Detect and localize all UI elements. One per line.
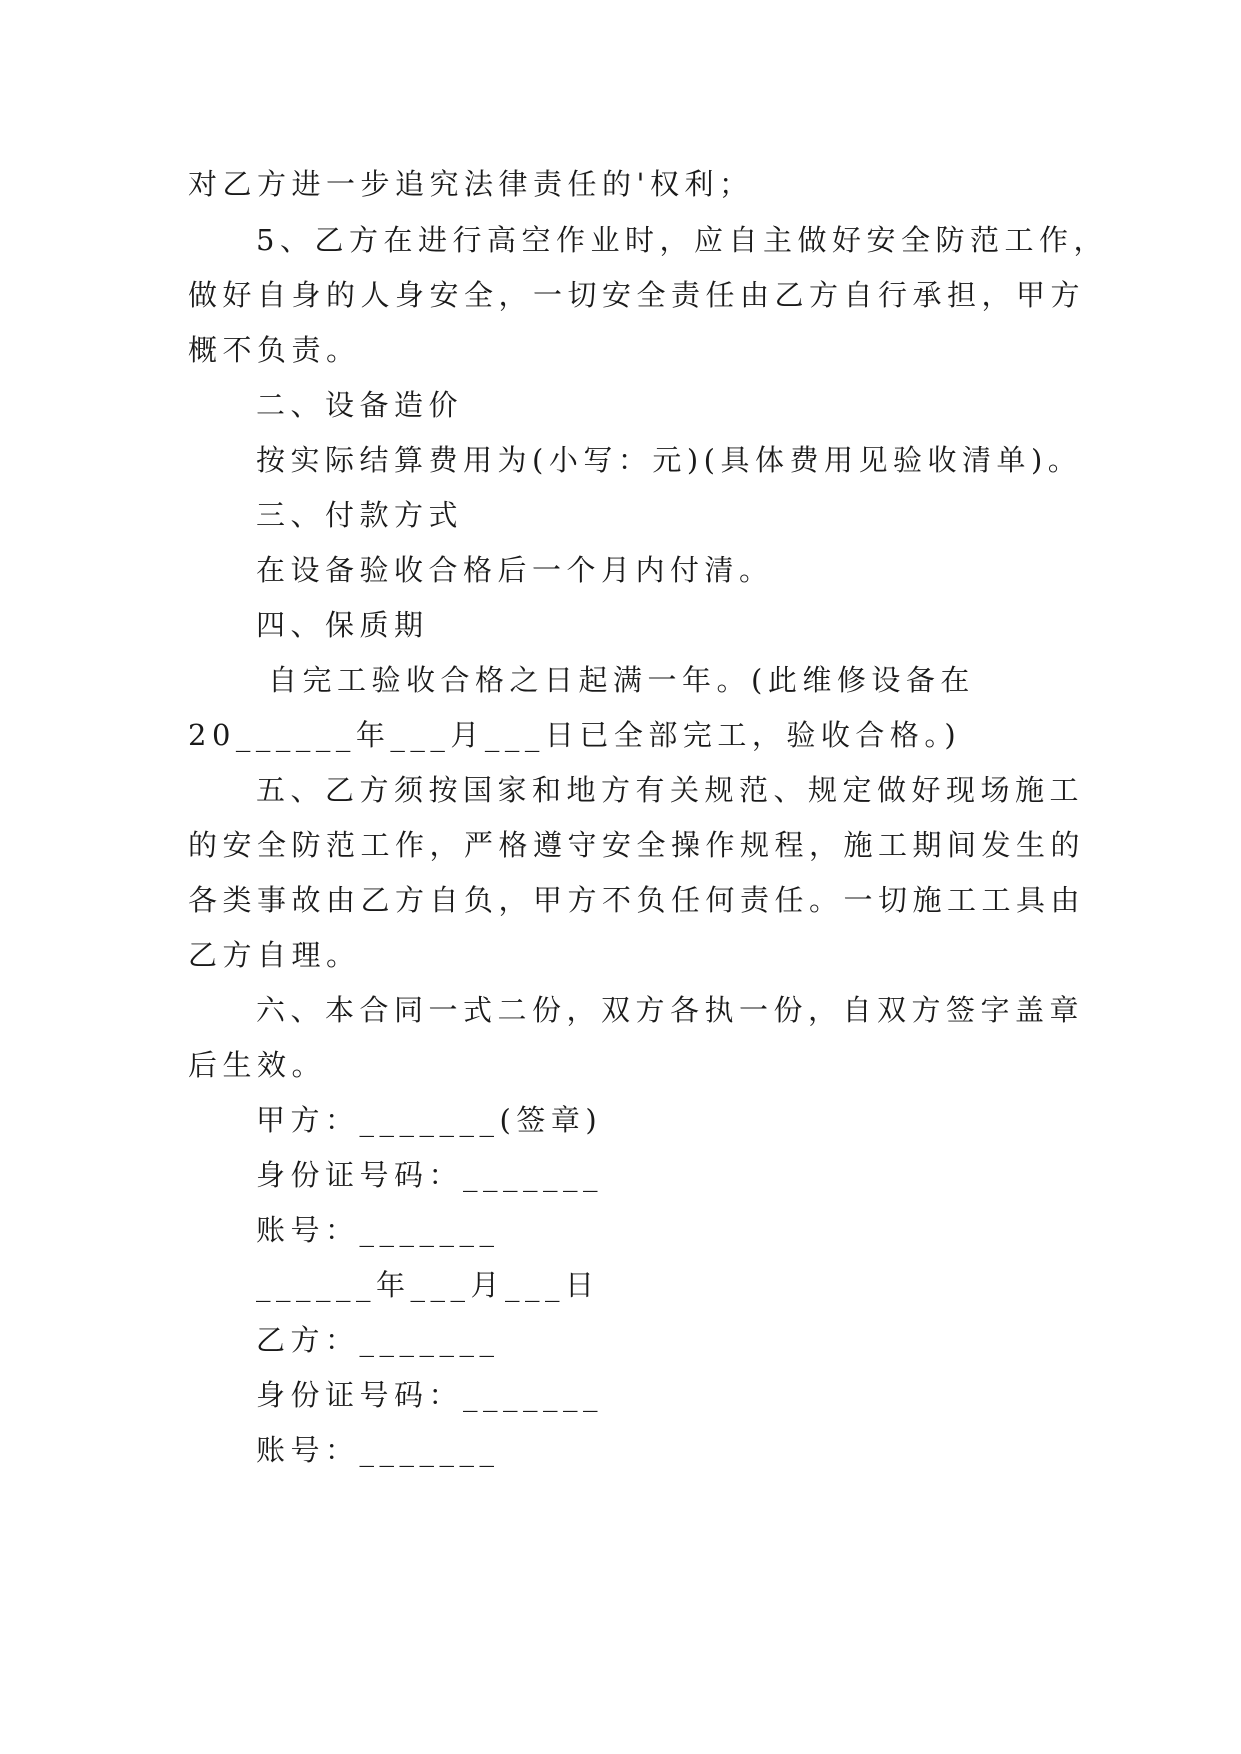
clause-5-line-3: 概不负责。 (188, 333, 361, 367)
clause-five-line-1: 五、乙方须按国家和地方有关规范、规定做好现场施工 (256, 773, 1085, 807)
warranty-text-line-1: 自完工验收合格之日起满一年。(此维修设备在 (268, 663, 975, 697)
clause-5-line-2: 做好自身的人身安全，一切安全责任由乙方自行承担，甲方 (188, 278, 1086, 312)
signing-date-field: ______年___月___日 (256, 1268, 600, 1302)
party-b-id-number-field: 身份证号码：_______ (256, 1378, 604, 1412)
party-a-signature-field: 甲方：_______(签章) (256, 1103, 603, 1137)
clause-five-line-4: 乙方自理。 (188, 938, 361, 972)
clause-5-line-1: 5、乙方在进行高空作业时，应自主做好安全防范工作， (256, 223, 1108, 257)
clause-five-line-2: 的安全防范工作，严格遵守安全操作规程，施工期间发生的 (188, 828, 1086, 862)
party-b-signature-field: 乙方：_______ (256, 1323, 500, 1357)
section-heading-payment-method: 三、付款方式 (256, 498, 464, 532)
section-heading-warranty: 四、保质期 (256, 608, 429, 642)
clause-six-line-2: 后生效。 (188, 1048, 327, 1082)
party-b-account-field: 账号：_______ (256, 1433, 500, 1467)
clause-six-line-1: 六、本合同一式二份，双方各执一份，自双方签字盖章 (256, 993, 1085, 1027)
warranty-text-line-2: 20______年___月___日已全部完工，验收合格。) (188, 718, 962, 752)
text-line-rights: 对乙方进一步追究法律责任的'权利； (188, 167, 754, 201)
equipment-price-text: 按实际结算费用为(小写：元)(具体费用见验收清单)。 (256, 443, 1083, 477)
party-a-id-number-field: 身份证号码：_______ (256, 1158, 604, 1192)
clause-five-line-3: 各类事故由乙方自负，甲方不负任何责任。一切施工工具由 (188, 883, 1086, 917)
party-a-account-field: 账号：_______ (256, 1213, 500, 1247)
payment-method-text: 在设备验收合格后一个月内付清。 (256, 553, 774, 587)
section-heading-equipment-price: 二、设备造价 (256, 388, 464, 422)
